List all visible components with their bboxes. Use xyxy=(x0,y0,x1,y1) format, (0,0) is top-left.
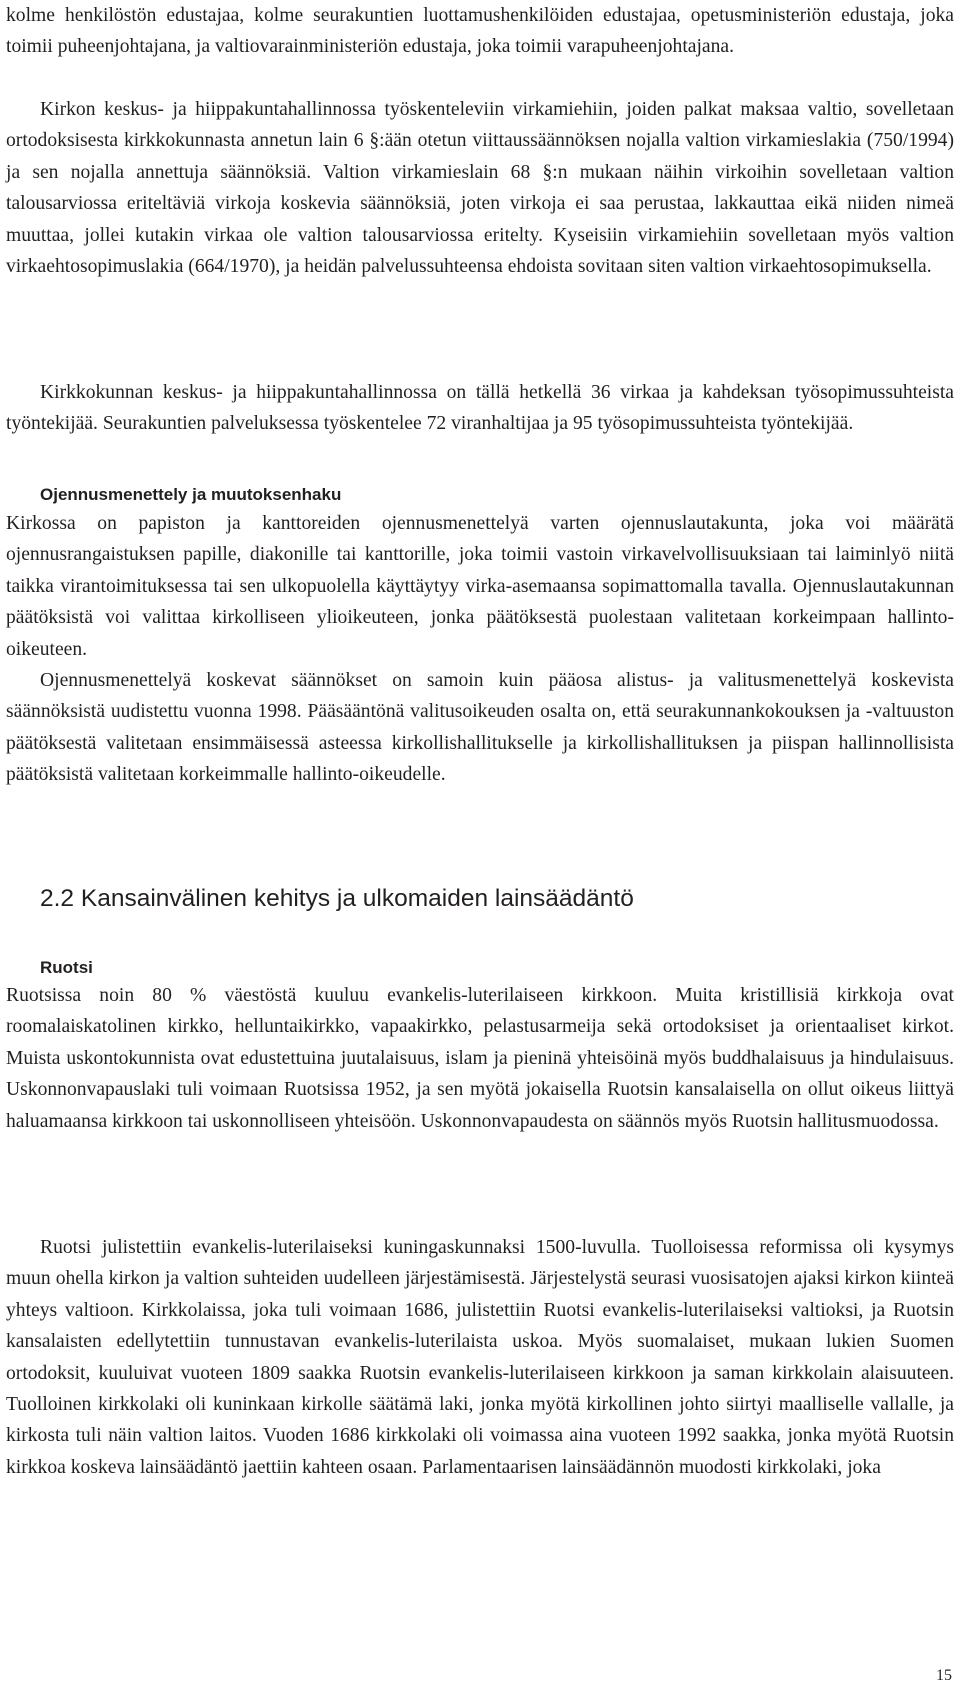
page-number: 15 xyxy=(936,1667,952,1684)
paragraph-committee-composition: kolme henkilöstön edustajaa, kolme seurakuntien luottamushenkilöiden edustajaa, opetusministeriön edustaja, joka toimii puheenjohtajana, ja valtiovarainministeriön edustaja, joka toimii varapuheenjohtajana. xyxy=(6,5,954,58)
discipline-heading: Ojennusmenettely ja muutoksenhaku xyxy=(40,485,342,504)
section-heading: 2.2 Kansainvälinen kehitys ja ulkomaiden lainsäädäntö xyxy=(40,885,634,912)
paragraph-sweden-religions: Ruotsissa noin 80 % väestöstä kuuluu evankelis-luterilaiseen kirkkoon. Muita kristillisiä kirkkoja ovat roomalaiskatolinen kirkko, helluntaikirkko, vapaakirkko, pelastusarmeija sekä ortodoksiset ja orientaaliset kirkot. Muista uskontokunnista ovat edustettuina juutalaisuus, islam ja pieninä yhteisöinä myös buddhalaisuus ja hindulaisuus. Uskonnonvapauslaki tuli voimaan Ruotsissa 1952, ja sen myötä jokaisella Ruotsin kansalaisella on ollut oikeus liittyä haluamaansa kirkkoon tai uskonnolliseen yhteisöön. Uskonnonvapaudesta on säännös myös Ruotsin hallitusmuodossa. xyxy=(6,985,954,1132)
paragraph-discipline-board: Kirkossa on papiston ja kanttoreiden ojennusmenettelyä varten ojennuslautakunta, joka voi määrätä ojennusrangaistuksen papille, diakonille tai kanttorille, joka toimii vastoin virkavelvollisuuksiaan tai laiminlyö niitä taikka virantoimituksessa tai sen ulkopuolella käyttäytyy virka-asemaansa sopimattomalla tavalla. Ojennuslautakunnan päätöksistä voi valittaa kirkolliseen ylioikeuteen, jonka päätöksestä puolestaan valitetaan korkeimpaan hallinto-oikeuteen. xyxy=(6,513,954,660)
paragraph-staff-numbers: Kirkkokunnan keskus- ja hiippakuntahallinnossa on tällä hetkellä 36 virkaa ja kahdeksan työsopimussuhteista työntekijää. Seurakuntien palveluksessa työskentelee 72 viranhaltijaa ja 95 työsopimussuhteista työntekijää. xyxy=(6,382,954,435)
sweden-heading: Ruotsi xyxy=(40,958,93,977)
paragraph-appeals: Ojennusmenettelyä koskevat säännökset on samoin kuin pääosa alistus- ja valitusmenettelyä koskevista säännöksistä uudistettu vuonna 1998. Pääsääntönä valitusoikeuden osalta on, että seurakunnankokouksen ja -valtuuston päätöksestä valitetaan ensimmäisessä asteessa kirkollishallitukselle ja kirkollishallituksen ja piispan hallinnollisista päätöksistä valitetaan korkeimmalle hallinto-oikeudelle. xyxy=(6,670,954,786)
paragraph-civil-servants: Kirkon keskus- ja hiippakuntahallinnossa työskenteleviin virkamiehiin, joiden palkat maksaa valtio, sovelletaan ortodoksisesta kirkkokunnasta annetun lain 6 §:ään otetun viittaussäännöksen nojalla valtion virkamieslakia (750/1994) ja sen nojalla annettuja säännöksiä. Valtion virkamieslain 68 §:n mukaan näihin virkoihin sovelletaan valtion talousarviossa eriteltäviä virkoja koskevia säännöksiä, joten virkoja ei saa perustaa, lakkauttaa eikä niiden nimeä muuttaa, jollei kutakin virkaa ole valtion talousarviossa eritelty. Kyseisiin virkamiehiin sovelletaan myös valtion virkaehtosopimuslakia (664/1970), ja heidän palvelussuhteensa ehdoista sovitaan siten valtion virkaehtosopimuksella. xyxy=(6,99,954,278)
paragraph-sweden-history: Ruotsi julistettiin evankelis-luterilaiseksi kuningaskunnaksi 1500-luvulla. Tuolloisessa reformissa oli kysymys muun ohella kirkon ja valtion suhteiden uudelleen järjestämisestä. Järjestelystä seurasi vuosisatojen ajaksi kirkon kiinteä yhteys valtioon. Kirkkolaissa, joka tuli voimaan 1686, julistettiin Ruotsi evankelis-luterilaiseksi valtioksi, ja Ruotsin kansalaisten edellytettiin tunnustavan evankelis-luterilaista uskoa. Myös suomalaiset, mukaan lukien Suomen ortodoksit, kuuluivat vuoteen 1809 saakka Ruotsin evankelis-luterilaiseen kirkkoon ja saman kirkkolain alaisuuteen. Tuolloinen kirkkolaki oli kuninkaan kirkolle säätämä laki, jonka myötä kirkollinen johto siirtyi maalliselle vallalle, ja kirkosta tuli näin valtion laitos. Vuoden 1686 kirkkolaki oli voimassa aina vuoteen 1992 saakka, jonka myötä Ruotsin kirkkoa koskeva lainsäädäntö jaettiin kahteen osaan. Parlamentaarisen lainsäädännön muodosti kirkkolaki, joka xyxy=(6,1237,954,1478)
